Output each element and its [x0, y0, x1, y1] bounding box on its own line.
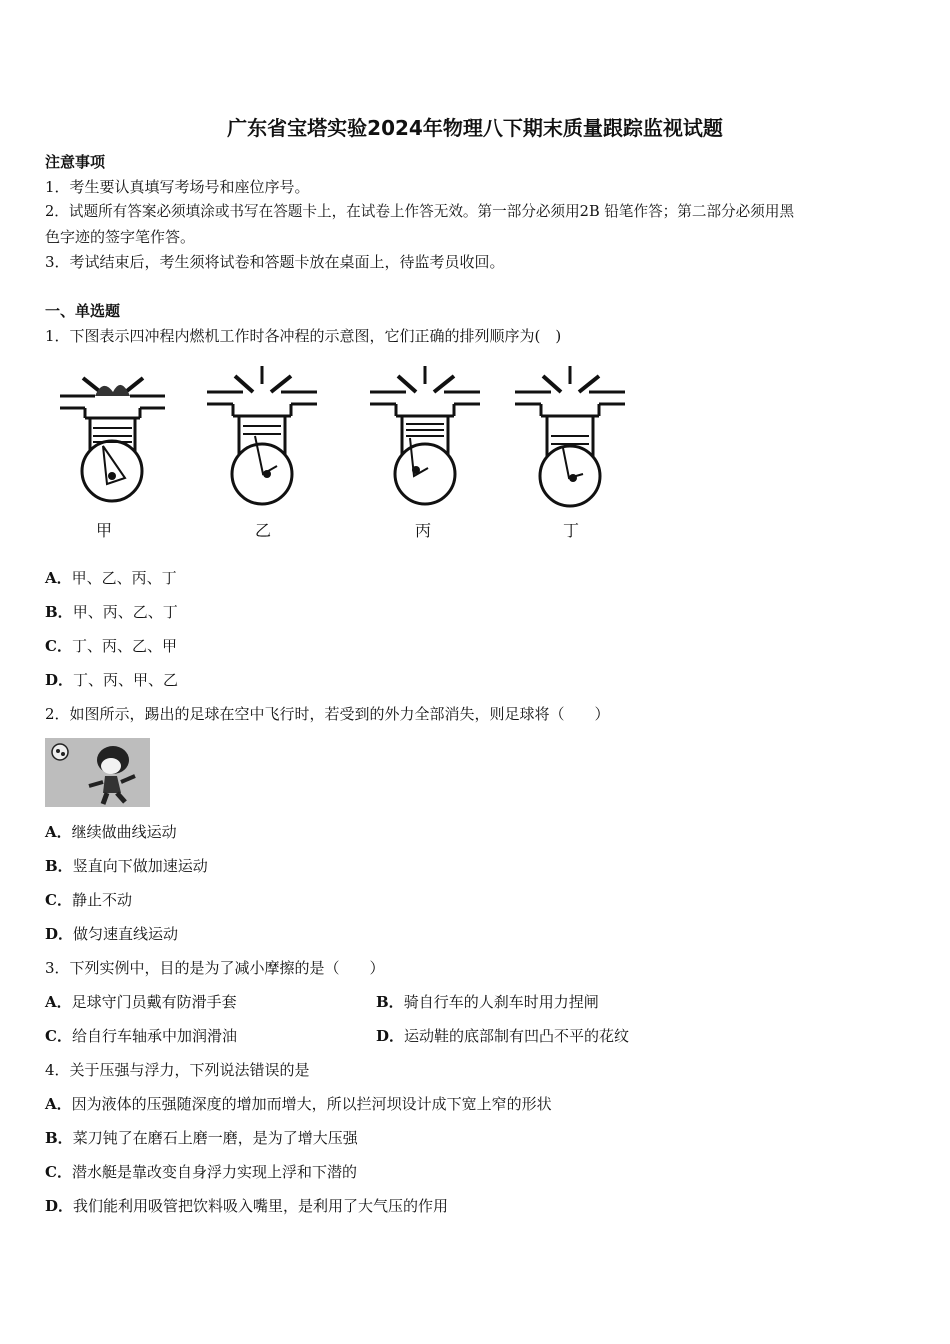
- option: B．甲、丙、乙、丁: [45, 603, 178, 621]
- option: D．做匀速直线运动: [45, 925, 179, 943]
- page-title: 广东省宝塔实验2024年物理八下期末质量跟踪监视试题: [227, 116, 723, 140]
- question-2-stem: 2．如图所示，踢出的足球在空中飞行时，若受到的外力全部消失，则足球将（ ）: [45, 705, 610, 723]
- option: C．丁、丙、乙、甲: [45, 637, 177, 655]
- option: D．我们能利用吸管把饮料吸入嘴里，是利用了大气压的作用: [45, 1197, 449, 1215]
- notice-item: 色字迹的签字笔作答。: [45, 228, 196, 246]
- engine-diagram-yi: [205, 366, 320, 511]
- option: A．甲、乙、丙、丁: [45, 569, 177, 587]
- football-kick-image: [45, 738, 150, 807]
- notice-item: 1．考生要认真填写考场号和座位序号。: [45, 178, 310, 196]
- option: B．菜刀钝了在磨石上磨一磨，是为了增大压强: [45, 1129, 358, 1147]
- question-1-stem: 1．下图表示四冲程内燃机工作时各冲程的示意图，它们正确的排列顺序为( ): [45, 327, 562, 345]
- caption-bing: 丙: [415, 521, 432, 540]
- option: A．继续做曲线运动: [45, 823, 177, 841]
- option: B．骑自行车的人刹车时用力捏闸: [376, 993, 599, 1011]
- caption-jia: 甲: [96, 521, 113, 540]
- option: A．因为液体的压强随深度的增加而增大，所以拦河坝设计成下宽上窄的形状: [45, 1095, 552, 1113]
- question-3-stem: 3．下列实例中，目的是为了减小摩擦的是（ ）: [45, 959, 385, 977]
- notice-heading: 注意事项: [45, 153, 106, 171]
- option: A．足球守门员戴有防滑手套: [45, 993, 237, 1011]
- caption-ding: 丁: [563, 521, 580, 540]
- section-heading: 一、单选题: [45, 302, 121, 320]
- engine-diagram-ding: [513, 366, 628, 511]
- option: C．潜水艇是靠改变自身浮力实现上浮和下潜的: [45, 1163, 357, 1181]
- notice-item: 2．试题所有答案必须填涂或书写在答题卡上，在试卷上作答无效。第一部分必须用2B 铅笔作答；第二部分必须用黑: [45, 203, 795, 220]
- engine-diagram-jia: [55, 366, 170, 511]
- option: B．竖直向下做加速运动: [45, 857, 208, 875]
- option: D．运动鞋的底部制有凹凸不平的花纹: [376, 1027, 630, 1045]
- option: C．给自行车轴承中加润滑油: [45, 1027, 237, 1045]
- caption-yi: 乙: [255, 521, 272, 540]
- option: D．丁、丙、甲、乙: [45, 671, 179, 689]
- option: C．静止不动: [45, 891, 132, 909]
- question-4-stem: 4．关于压强与浮力，下列说法错误的是: [45, 1061, 310, 1079]
- engine-diagram-bing: [368, 366, 483, 511]
- notice-item: 3．考试结束后，考生须将试卷和答题卡放在桌面上，待监考员收回。: [45, 253, 505, 271]
